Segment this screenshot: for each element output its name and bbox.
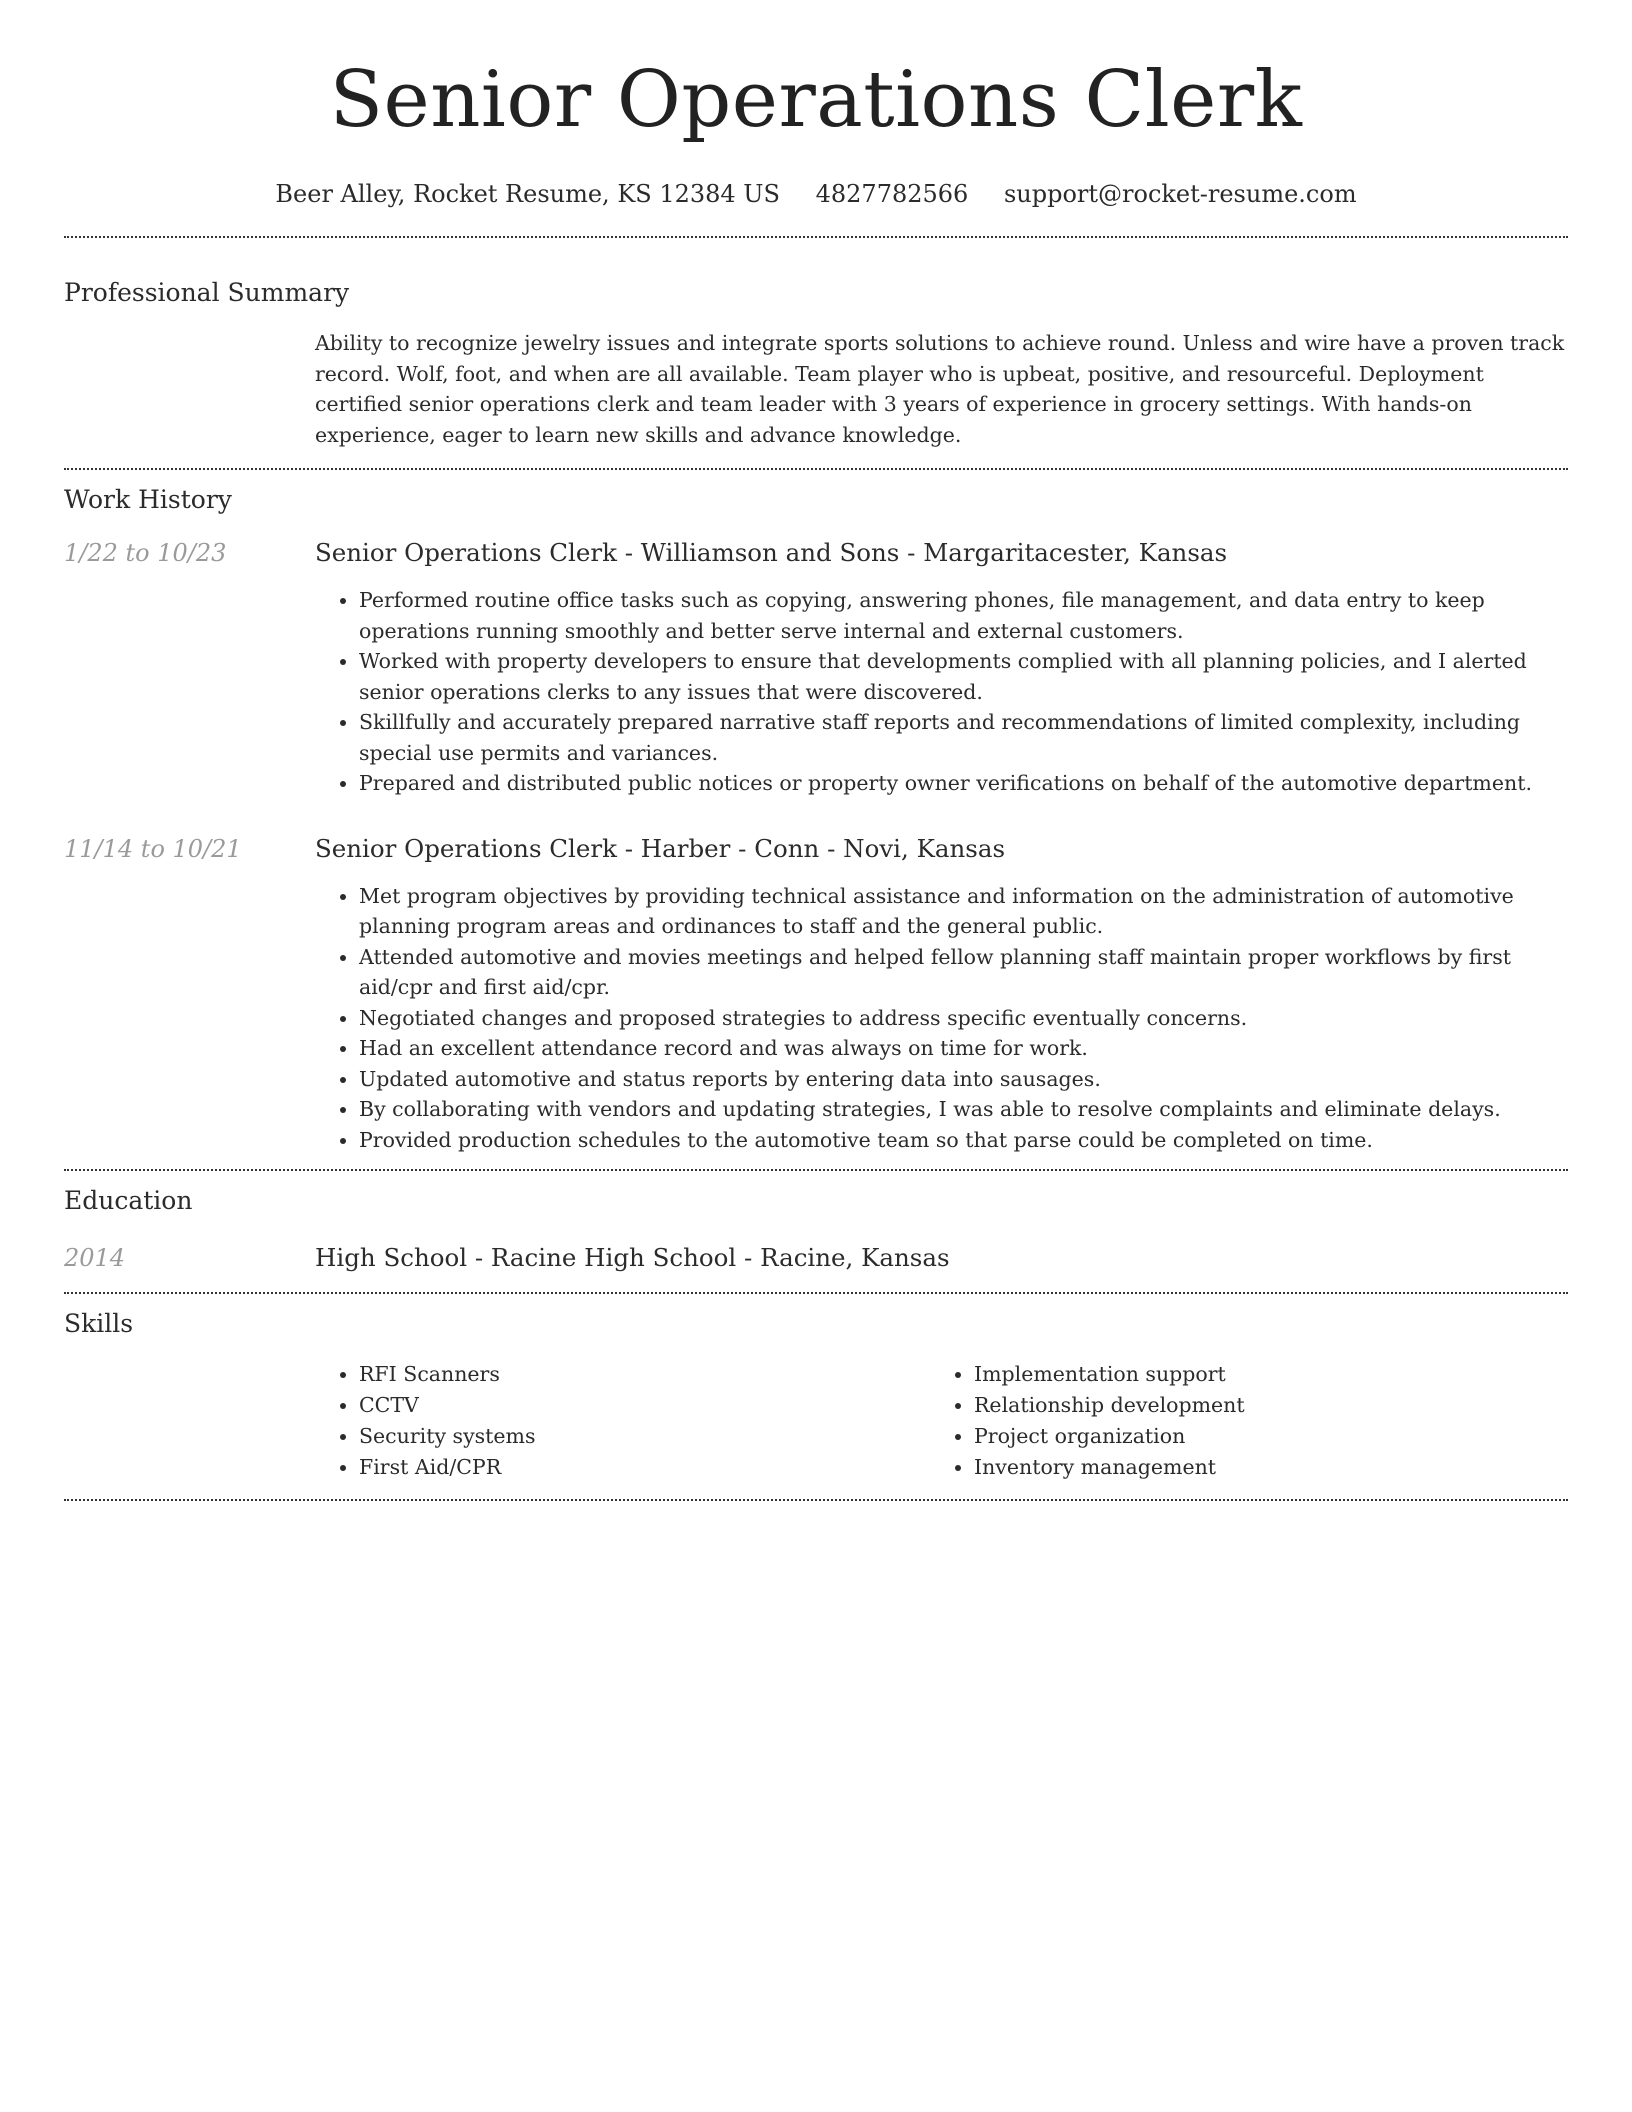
divider <box>64 468 1568 470</box>
list-item: • Worked with property developers to ensure that developments complied with all planning policies, and I alerted senior operations clerks to any issues that were discovered. <box>359 646 1568 707</box>
skill-item: • First Aid/CPR <box>359 1452 930 1483</box>
skills-section <box>64 1307 1568 1483</box>
skills-column-1 <box>315 1359 930 1483</box>
section-title: Work History <box>64 485 232 514</box>
skills-list <box>315 1359 1568 1483</box>
job-title: Senior Operations Clerk - Williamson and Sons - Margaritacester, Kansas <box>315 538 1228 567</box>
contact-line <box>64 178 1568 210</box>
education-details <box>315 1242 1568 1274</box>
education-entry <box>64 1242 1568 1274</box>
candidate-name: Senior Operations Clerk <box>329 55 1303 145</box>
job-entry <box>64 537 1568 799</box>
skills-grid <box>315 1359 1568 1483</box>
skills-column-2 <box>930 1359 1545 1483</box>
job-dates: 11/14 to 10/21 <box>64 834 242 863</box>
job-bullets <box>315 881 1568 1156</box>
divider <box>64 1292 1568 1294</box>
address: Beer Alley, Rocket Resume, KS 12384 US <box>275 180 780 208</box>
list-item: • Attended automotive and movies meetings and helped fellow planning staff maintain proper workflows by first aid/cpr and first aid/cpr. <box>359 942 1568 1003</box>
skill-item: • Implementation support <box>974 1359 1545 1390</box>
job-dates: 1/22 to 10/23 <box>64 539 227 567</box>
summary-text: Ability to recognize jewelry issues and integrate sports solutions to achieve round. Unless and wire have a proven track record. Wolf, foot, and when are all available. Team player who is upbeat, positive, and resourceful. Deployment certified senior operations clerk and team leader with 3 years of experience in grocery settings. With hands-on experience, eager to learn new skills and advance knowledge. <box>315 331 1565 447</box>
list-item: • Provided production schedules to the automotive team so that parse could be completed on time. <box>359 1125 1568 1156</box>
skill-item: • Project organization <box>974 1421 1545 1452</box>
divider <box>64 1169 1568 1171</box>
list-item: • Updated automotive and status reports by entering data into sausages. <box>359 1064 1568 1095</box>
section-title: Education <box>64 1186 193 1215</box>
job-title: Senior Operations Clerk - Harber - Conn - Novi, Kansas <box>315 833 1006 863</box>
skill-item: • RFI Scanners <box>359 1359 930 1390</box>
email-address: support@rocket-resume.com <box>1003 180 1357 208</box>
left-spacer <box>64 328 315 450</box>
list-item: • Met program objectives by providing technical assistance and information on the administration of automotive planning program areas and ordinances to staff and the general public. <box>359 881 1568 942</box>
education-section <box>64 1184 1568 1274</box>
skill-item: • Security systems <box>359 1421 930 1452</box>
phone-number: 4827782566 <box>815 180 969 208</box>
section-title: Professional Summary <box>64 278 350 307</box>
divider <box>64 236 1568 238</box>
list-item: • Had an excellent attendance record and was always on time for work. <box>359 1033 1568 1064</box>
education-title: High School - Racine High School - Racine, Kansas <box>315 1243 950 1272</box>
section-title: Skills <box>64 1309 134 1338</box>
job-entry <box>64 833 1568 1156</box>
skills-row <box>64 1359 1568 1483</box>
skill-item: • Relationship development <box>974 1390 1545 1421</box>
list-item: • By collaborating with vendors and updating strategies, I was able to resolve complaints and eliminate delays. <box>359 1094 1568 1125</box>
list-item: • Negotiated changes and proposed strategies to address specific eventually concerns. <box>359 1003 1568 1034</box>
skill-item: • CCTV <box>359 1390 930 1421</box>
list-item: • Performed routine office tasks such as copying, answering phones, file management, and data entry to keep operations running smoothly and better serve internal and external customers. <box>359 585 1568 646</box>
job-details <box>315 833 1568 1156</box>
summary-row <box>64 328 1568 450</box>
list-item: • Skillfully and accurately prepared narrative staff reports and recommendations of limited complexity, including special use permits and variances. <box>359 707 1568 768</box>
work-history-section <box>64 483 1568 1155</box>
skill-item: • Inventory management <box>974 1452 1545 1483</box>
job-bullets <box>315 585 1568 799</box>
divider <box>64 1499 1568 1501</box>
summary-section <box>64 276 1568 450</box>
list-item: • Prepared and distributed public notices or property owner verifications on behalf of the automotive department. <box>359 768 1568 799</box>
resume-header <box>64 0 1568 210</box>
education-date: 2014 <box>64 1244 126 1272</box>
job-details <box>315 537 1568 799</box>
left-spacer <box>64 1359 315 1483</box>
